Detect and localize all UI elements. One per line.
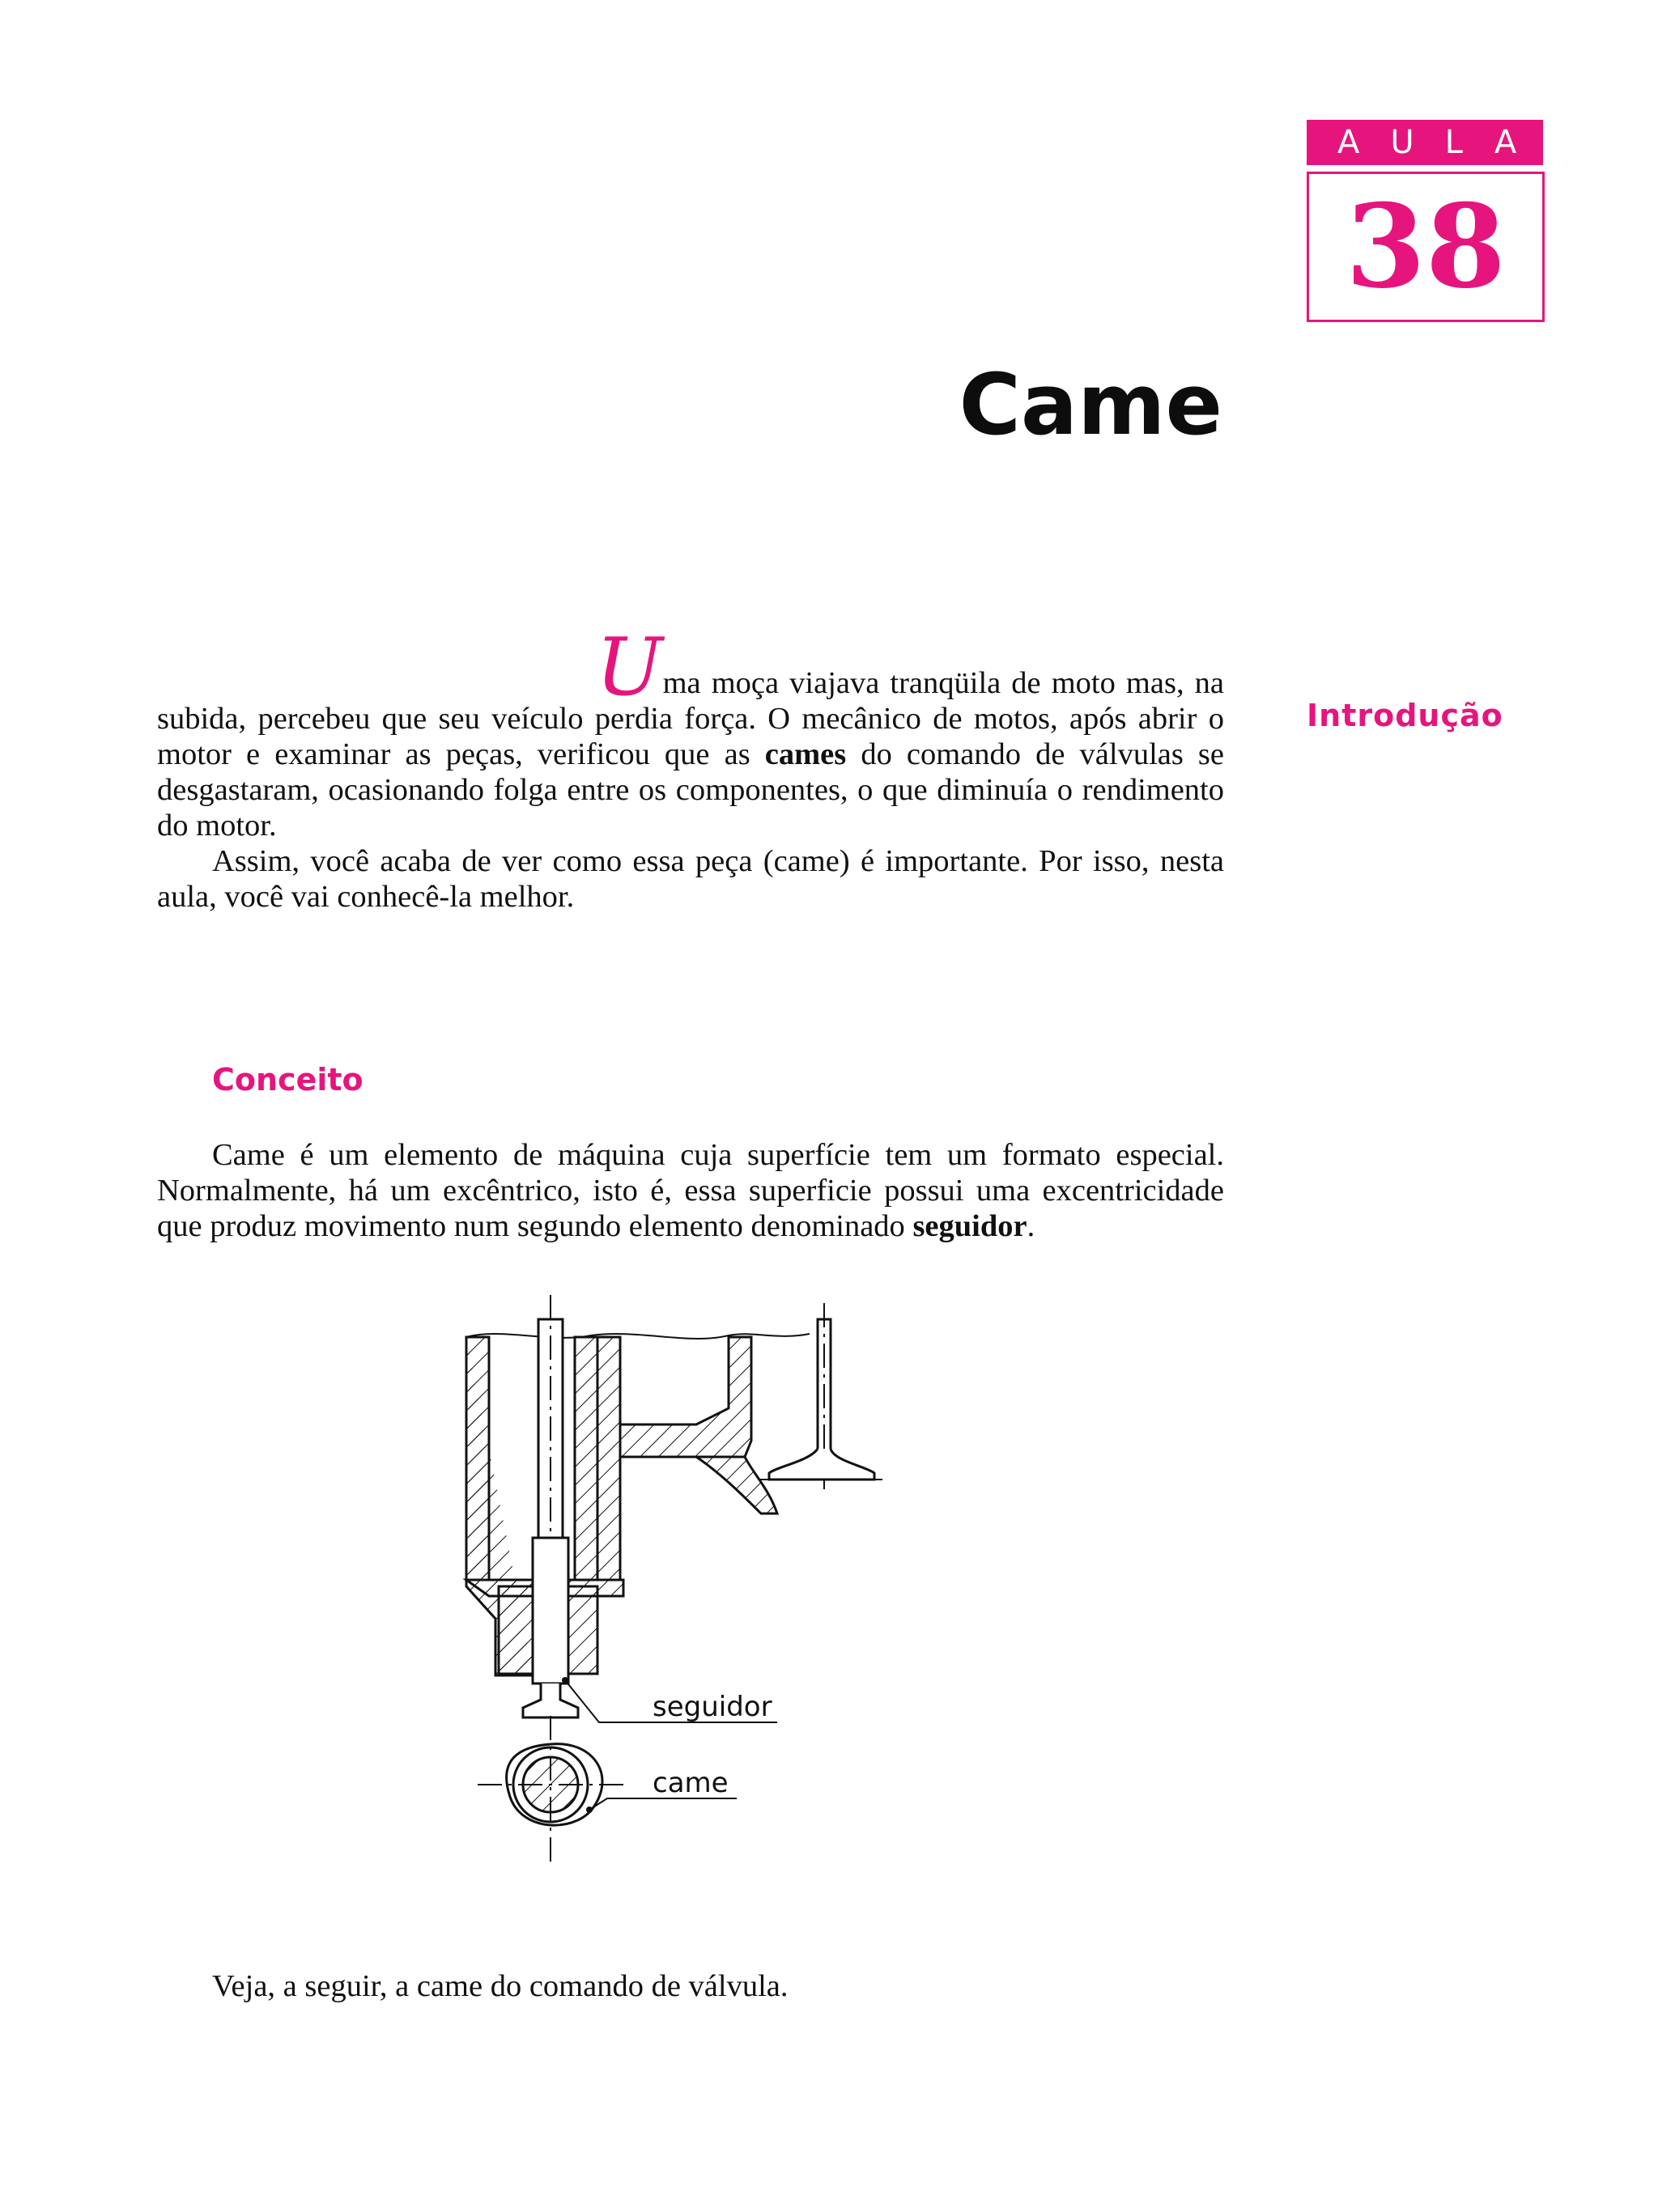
cam-follower-diagram (453, 1295, 939, 1894)
closing-paragraph: Veja, a seguir, a came do comando de válvula. (212, 1969, 789, 2003)
intro-bold-term: cames (764, 737, 847, 771)
lesson-number: 38 (1307, 172, 1545, 322)
lesson-badge (1307, 120, 1548, 322)
cam-label: came (653, 1767, 729, 1799)
intro-paragraph-2: Assim, você acaba de ver como essa peça (came) é importante. Por isso, nesta aula, você vai conhecê-la melhor. (157, 844, 1224, 914)
concept-heading: Conceito (212, 1062, 363, 1098)
drop-cap: U (596, 622, 663, 714)
page-title: Came (959, 355, 1222, 454)
closing-text (157, 1968, 1224, 2004)
intro-text (157, 622, 1224, 915)
intro-text-run-end: do comando de válvulas se desgastaram, ocasionando folga entre os componentes, o que diminuía o rendimento do motor. (157, 737, 1224, 843)
lesson-badge-label: AULA (1307, 120, 1543, 165)
concept-paragraph (157, 1137, 1224, 1244)
concept-bold-term: seguidor (912, 1209, 1027, 1243)
section-side-heading: Introdução (1307, 698, 1503, 733)
concept-text (157, 1137, 1224, 1244)
intro-paragraph-1 (157, 622, 1224, 843)
concept-text-run: Came é um elemento de máquina cuja superfície tem um formato especial. Normalmente, há um excêntrico, isto é, essa superficie possui uma excentricidade que produz movimento num segundo elemento denominado (157, 1138, 1224, 1243)
concept-text-end: . (1027, 1209, 1035, 1243)
follower-label: seguidor (653, 1691, 772, 1723)
intro-text-run: ma moça viajava tranqüila de moto mas, na subida, percebeu que seu veículo perdia força. O mecânico de motos, após abrir o motor e examinar as peças, verificou que as (157, 666, 1224, 771)
